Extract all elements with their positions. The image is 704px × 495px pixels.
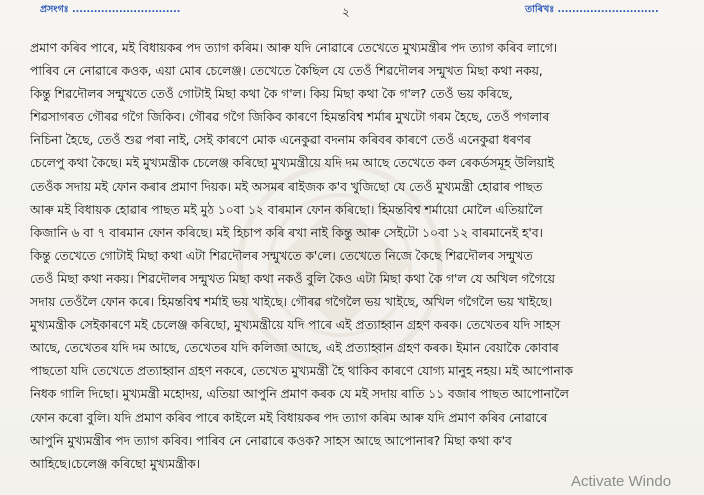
body-line: ফোন কৰো বুলি। যদি প্ৰমাণ কৰিব পাৰে কাইলে মই বিধায়কৰ পদ ত্যাগ কৰিম আৰু যদি প্ৰমাণ কৰিব নোৱাৰে <box>30 409 548 425</box>
body-line: আছে, তেখেতৰ যদি দম আছে, তেখেতৰ যদি কলিজা আছে, এই প্ৰত্যাহ্বান গ্ৰহণ কৰক। ইমান বেয়াকৈ কোবাৰ <box>30 340 559 356</box>
body-line: আপুনি মুখ্যমন্ত্ৰীৰ পদ ত্যাগ কৰিব। পাৰিব নে নোৱাৰে কওক? সাহস আছে আপোনাৰ? মিছা কথা ক'ব <box>30 432 512 448</box>
activate-windows-watermark: Activate Windo <box>571 473 672 490</box>
body-line: আহিছে।চেলেঞ্জ কৰিছো মুখ্যমন্ত্ৰীক। <box>30 455 201 471</box>
body-line: তেওঁক সদায় মই ফোন কৰাৰ প্ৰমাণ দিয়ক। মই অসমৰ ৰাইজক ক'ব খুজিছো যে তেওঁ মুখ্যমন্ত্ৰী হোৱাৰ পাছত <box>30 178 543 194</box>
body-text <box>30 36 695 475</box>
date-label: তাৰিখঃ ............................ <box>525 4 659 15</box>
letterhead-header <box>0 0 704 22</box>
body-line: সদায় তেওঁলৈ ফোন কৰে। হিমন্তবিশ্ব শৰ্মাই ভয় খাইছে। গৌৰৱ গগৈলৈ ভয় খাইছে, অখিল গগৈলৈ ভয় খাইছে। <box>30 294 553 310</box>
body-line: নিচিনা হৈছে, তেওঁ শুৱ পৰা নাই, সেই কাৰণে মোক এনেকুৱা বদনাম কৰিবৰ কাৰণে তেওঁ এনেকুৱা ধৰণৰ <box>30 132 531 148</box>
body-line: আৰু মই বিধায়ক হোৱাৰ পাছত মই মুঠ ১০বা ১২ বাৰমান ফোন কৰিছো। হিমন্তবিশ্ব শৰ্মায়ো মোলৈ এতিয়ালৈ <box>30 201 543 217</box>
body-line: প্ৰমাণ কৰিব পাৰে, মই বিধায়কৰ পদ ত্যাগ কৰিম। আৰু যদি নোৱাৰে তেখেতে মুখ্যমন্ত্ৰীৰ পদ ত্যাগ কৰিব লাগে। <box>30 40 558 55</box>
body-line: পাৰিব নে নোৱাৰে কওক, এয়া মোৰ চেলেঞ্জ। তেখেতে কৈছিল যে তেওঁ শিৱদৌলৰ সন্মুখত মিছা কথা নকয়, <box>30 63 543 79</box>
body-line: কিজানি ৬ বা ৭ বাৰমান ফোন কৰিছে। মই হিচাপ কৰি ৰখা নাই কিন্তু আৰু সেইটো ১০বা ১২ বাৰমানেই হ'ব। <box>30 224 543 240</box>
body-line: কিন্তু তেখেতে গোটাই মিছা কথা এটা শিৱদৌলৰ সন্মুখতে ক'লে। তেখেতে নিজে কৈছে শিৱদৌলৰ সন্মুখত <box>30 247 533 263</box>
body-line: মুখ্যমন্ত্ৰীক সেইকাৰণে মই চেলেঞ্জ কৰিছো, মুখ্যমন্ত্ৰীয়ে যদি পাৰে এই প্ৰত্যাহ্বান গ্ৰহণ কৰক। তেখেতৰ যদি সাহস <box>30 317 561 333</box>
page-number: ২ <box>342 5 350 19</box>
body-line: শিৱসাগৰত গৌৰৱ গগৈ জিকিব। গৌৰৱ গগৈ জিকিব কাৰণে হিমন্তবিশ্ব শৰ্মাৰ মুখটো গৰম হৈছে, তেওঁ পগলাৰ <box>30 109 550 125</box>
body-line: তেওঁ মিছা কথা নকয়। শিৱদৌলৰ সন্মুখত মিছা কথা নকওঁ বুলি কৈও এটা মিছা কথা কৈ গ'ল যে অখিল গগৈয়ে <box>30 270 555 286</box>
subject-label: প্ৰসংগঃ .............................. <box>40 4 181 15</box>
body-line: চেলেপু কথা কৈছে। মই মুখ্যমন্ত্ৰীক চেলেঞ্জ কৰিছো মুখ্যমন্ত্ৰীয়ে যদি দম আছে তেখেতে কল ৰেকৰ্ডসমূহ উলিয়াই <box>30 155 554 171</box>
body-line: পাছতো যদি তেখেতে প্ৰত্যাহ্বান গ্ৰহণ নকৰে, তেখেত মুখ্যমন্ত্ৰী হৈ থাকিব কাৰণে যোগ্য মানুহ নহয়। মই আপোনাক <box>30 363 573 379</box>
body-line: নিধক গালি দিছো। মুখ্যমন্ত্ৰী মহোদয়, এতিয়া আপুনি প্ৰমাণ কৰক যে মই সদায় ৰাতি ১১ বজাৰ পাছত আপোনালৈ <box>30 386 569 402</box>
body-line: কিন্তু শিৱদৌলৰ সন্মুখতে তেওঁ গোটাই মিছা কথা কৈ গ'ল। কিয় মিছা কথা কৈ গ'ল? তেওঁ ভয় কৰিছে, <box>30 86 513 102</box>
